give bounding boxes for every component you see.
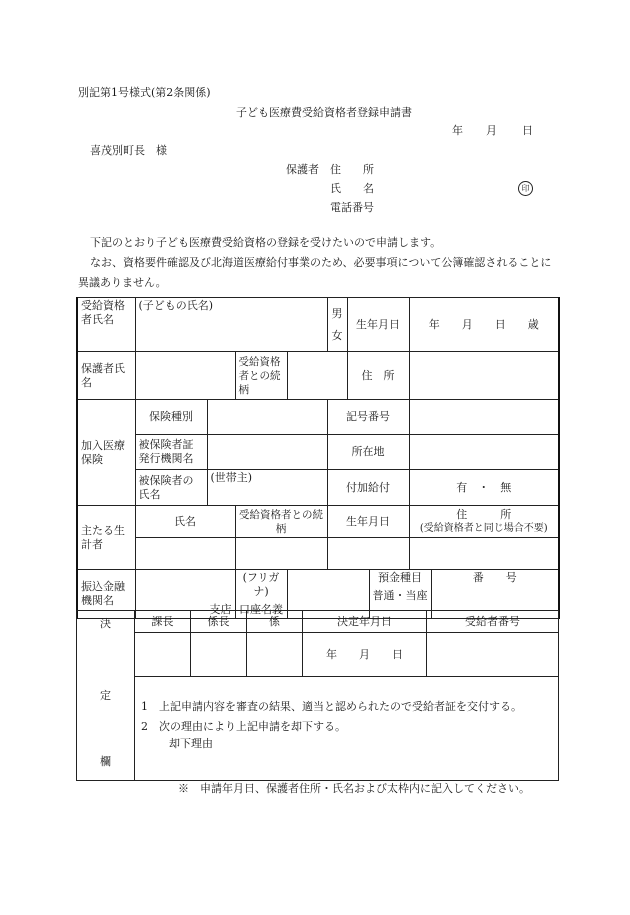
section-chief-label: 課長	[135, 611, 191, 633]
provider-relation-field[interactable]	[235, 538, 327, 570]
relation-field[interactable]	[287, 352, 347, 400]
provider-address-note: (受給資格者と同じ場合不要)	[419, 522, 548, 534]
deposit-type-label: 預金種目	[378, 571, 423, 584]
request-paragraph: 下記のとおり子ども医療費受給資格の登録を受けたいので申請します。	[90, 236, 442, 249]
decision-label-3: 欄	[100, 755, 111, 768]
address-label: 住 所	[347, 352, 409, 400]
staff-stamp[interactable]	[247, 633, 303, 677]
addressee: 喜茂別町長 様	[90, 144, 167, 157]
location-label: 所在地	[327, 435, 409, 470]
decision-item-approve: 1 上記申請内容を審査の結果、適当と認められたので受給者証を交付する。	[141, 700, 522, 713]
insured-name-field[interactable]	[207, 470, 327, 506]
household-head-label: (世帯主)	[210, 471, 253, 484]
child-name-label: (子どもの氏名)	[138, 299, 214, 312]
decision-label-2: 定	[100, 689, 111, 702]
deposit-options[interactable]: 普通・当座	[372, 589, 428, 602]
date-day: 日	[522, 124, 533, 137]
insurance-label: 加入医療保険	[77, 400, 135, 506]
insurer-field[interactable]	[207, 435, 327, 470]
symbol-number-label: 記号番号	[327, 400, 409, 435]
unit-chief-stamp[interactable]	[191, 633, 247, 677]
guardian-name-field[interactable]	[135, 352, 235, 400]
decision-date-field[interactable]: 年 月 日	[303, 633, 427, 677]
application-table	[76, 297, 560, 619]
provider-address-field[interactable]	[409, 538, 559, 570]
decision-item-reject: 2 次の理由により上記申請を却下する。	[141, 720, 346, 733]
birthdate-age-field[interactable]: 年 月 日 歳	[409, 298, 559, 352]
decision-date-label: 決定年月日	[303, 611, 427, 633]
guardian-address-label: 住 所	[330, 163, 374, 176]
form-title: 子ども医療費受給資格者登録申請書	[236, 106, 412, 119]
account-name-label: 口座名義	[239, 603, 283, 616]
insured-name-label: 被保険者の氏名	[135, 470, 207, 506]
account-number-label: 番 号	[472, 571, 517, 584]
reject-reason-label: 却下理由	[169, 737, 213, 750]
footer-note: ※ 申請年月日、保護者住所・氏名および太枠内に記入してください。	[178, 782, 530, 795]
symbol-number-field[interactable]	[409, 400, 559, 435]
seal-icon: 印	[518, 181, 533, 196]
guardian-name-label: 氏 名	[330, 182, 374, 195]
insurance-type-field[interactable]	[207, 400, 327, 435]
recipient-number-field[interactable]	[427, 633, 559, 677]
decision-label-1: 決	[100, 617, 111, 630]
provider-label: 主たる生計者	[77, 506, 135, 570]
consent-paragraph: なお、資格要件確認及び北海道医療給付事業のため、必要事項について公簿確認されることに異議ありません。	[78, 256, 552, 289]
relation-label: 受給資格者との続柄	[235, 352, 287, 400]
phone-label: 電話番号	[330, 201, 374, 214]
provider-name-label: 氏名	[135, 506, 235, 538]
date-year: 年	[452, 124, 463, 137]
birthdate-label: 生年月日	[347, 298, 409, 352]
guardian-name-label: 保護者氏名	[77, 352, 135, 400]
female-option[interactable]: 女	[331, 328, 343, 342]
provider-birth-field[interactable]	[327, 538, 409, 570]
guardian-label: 保護者	[286, 163, 319, 176]
provider-address-label: 住 所	[456, 507, 512, 521]
child-name-field[interactable]	[135, 298, 327, 352]
unit-chief-label: 係長	[191, 611, 247, 633]
seal-mark	[518, 181, 533, 196]
insurer-label: 被保険者証発行機関名	[135, 435, 207, 470]
male-option[interactable]: 男	[331, 306, 343, 320]
date-month: 月	[486, 124, 497, 137]
decision-label	[77, 611, 135, 781]
sex-field[interactable]	[327, 298, 347, 352]
recipient-number-label: 受給者番号	[427, 611, 559, 633]
provider-birth-label: 生年月日	[327, 506, 409, 538]
bank-label: 振込金融機関名	[77, 570, 135, 619]
yes-no-field[interactable]: 有 ・ 無	[409, 470, 559, 506]
address-field[interactable]	[409, 352, 559, 400]
provider-name-field[interactable]	[135, 538, 235, 570]
furigana-label: (フリガナ)	[242, 571, 280, 598]
decision-table	[76, 610, 559, 781]
decision-result-cell	[135, 677, 559, 781]
location-field[interactable]	[409, 435, 559, 470]
provider-relation-label: 受給資格者との続柄	[235, 506, 327, 538]
recipient-label: 受給資格者氏名	[77, 298, 135, 352]
branch-label: 支店	[209, 603, 232, 616]
insurance-type-label: 保険種別	[135, 400, 207, 435]
form-number: 別記第1号様式(第2条関係)	[78, 86, 211, 99]
section-chief-stamp[interactable]	[135, 633, 191, 677]
additional-benefit-label: 付加給付	[327, 470, 409, 506]
staff-label: 係	[247, 611, 303, 633]
provider-address-header	[409, 506, 559, 538]
